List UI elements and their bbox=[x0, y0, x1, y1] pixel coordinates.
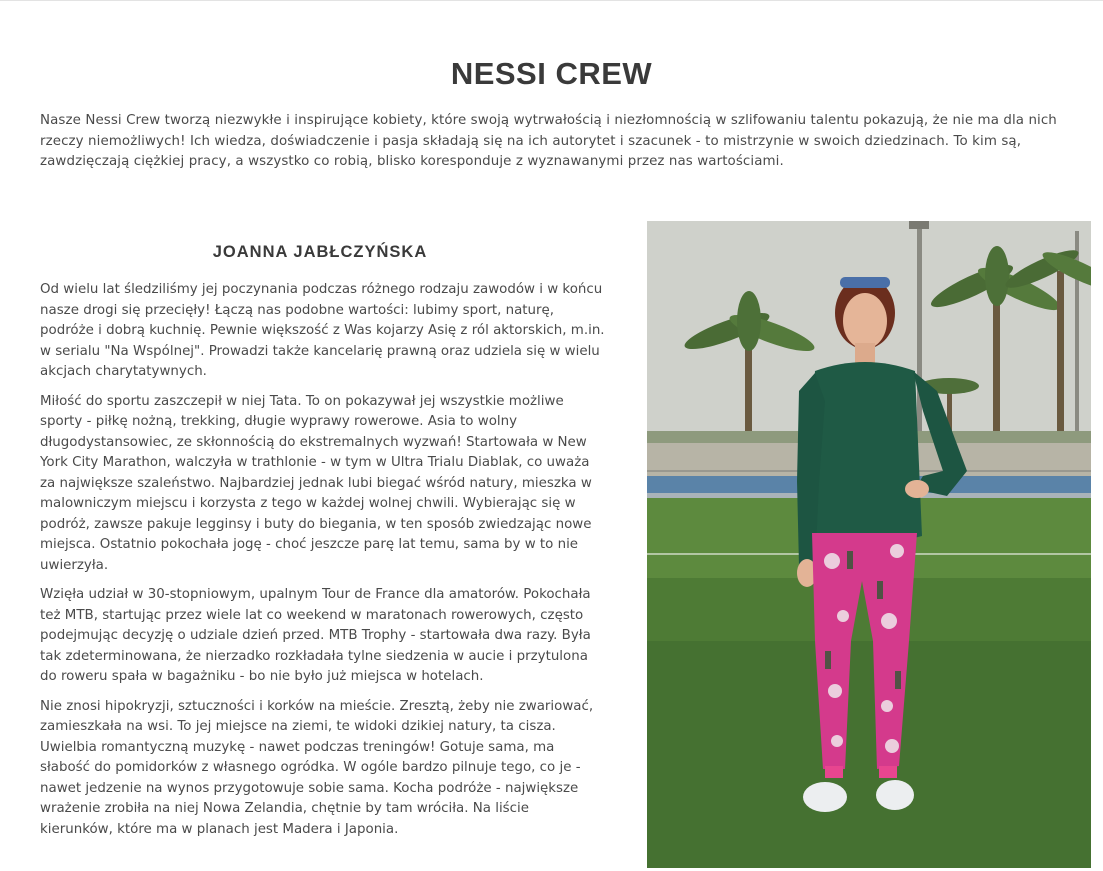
profile-photo-illustration bbox=[647, 221, 1091, 868]
bio-paragraph: Od wielu lat śledziliśmy jej poczynania podczas różnego rodzaju zawodów i w końcu nasze drogi się przecięły! Łączą nas podobne wartości: lubimy sport, naturę, podróże i dobrą kuchnię. Pewnie większość z Was kojarzy Asię z ról aktorskich, m.in. w serialu "Na Wspólnej". Prowadzi także kancelarię prawną oraz udziela się w wielu akcjach charytatywnych. bbox=[40, 282, 605, 379]
profile-name: JOANNA JABŁCZYŃSKA bbox=[212, 243, 428, 261]
bio-paragraph: Nie znosi hipokryzji, sztuczności i korków na mieście. Zresztą, żeby nie zwariować, zamieszkała na wsi. To jej miejsce na ziemi, te widoki dzikiej natury, ta cisza. Uwielbia romantyczną muzykę - nawet podczas treningów! Gotuje sama, ma słabość do pomidorków z własnego ogródka. W ogóle bardzo pilnuje tego, co je - nawet jedzenie na wynos przygotowuje sobie sama. Kocha podróże - największe wrażenie zrobiła na niej Nowa Zelandia, chętnie by tam wróciła. Na liście kierunków, które ma w planach jest Madera i Japonia. bbox=[40, 698, 594, 837]
profile-bio bbox=[40, 280, 605, 849]
intro-text: Nasze Nessi Crew tworzą niezwykłe i inspirujące kobiety, które swoją wytrwałością i niezłomnością w szlifowaniu talentu pokazują, że nie ma dla nich rzeczy niemożliwych! Ich wiedza, doświadczenie i pasja składają się na ich autorytet i szacunek - to mistrzynie w swoich dziedzinach. To kim są, zawdzięczają ciężkiej pracy, a wszystko co robią, blisko koresponduje z wyznawanymi przez nas wartościami. bbox=[40, 113, 1057, 169]
top-divider bbox=[0, 0, 1103, 1]
bio-paragraph: Wzięła udział w 30-stopniowym, upalnym Tour de France dla amatorów. Pokochała też MTB, startując przez wiele lat co weekend w maratonach rowerowych, często podejmując decyzję o udziale dzień przed. MTB Trophy - startowała dwa razy. Była tak zdeterminowana, że nierzadko rozkładała tylne siedzenia w aucie i przytulona do roweru spała w bagażniku - bo nie było już miejsca w hotelach. bbox=[40, 587, 591, 684]
bio-paragraph: Miłość do sportu zaszczepił w niej Tata. To on pokazywał jej wszystkie możliwe sporty - piłkę nożną, trekking, długie wyprawy rowerowe. Asia to wolny długodystansowiec, ze skłonnością do ekstremalnych wyzwań! Startowała w New York City Marathon, walczyła w trathlonie - w tym w Ultra Trialu Diablak, co uważa za największe szaleństwo. Najbardziej jednak lubi biegać wśród natury, mieszka w malowniczym miejscu i korzysta z tego w każdej wolnej chwili. Wybierając się w podróż, zawsze pakuje legginsy i buty do biegania, w ten sposób zwiedzając nowe miejsca. Ostatnio pokochała jogę - choć jeszcze parę lat temu, sama by w to nie uwierzyła. bbox=[40, 393, 592, 573]
profile-photo bbox=[647, 221, 1091, 868]
page-title: NESSI CREW bbox=[450, 56, 653, 91]
